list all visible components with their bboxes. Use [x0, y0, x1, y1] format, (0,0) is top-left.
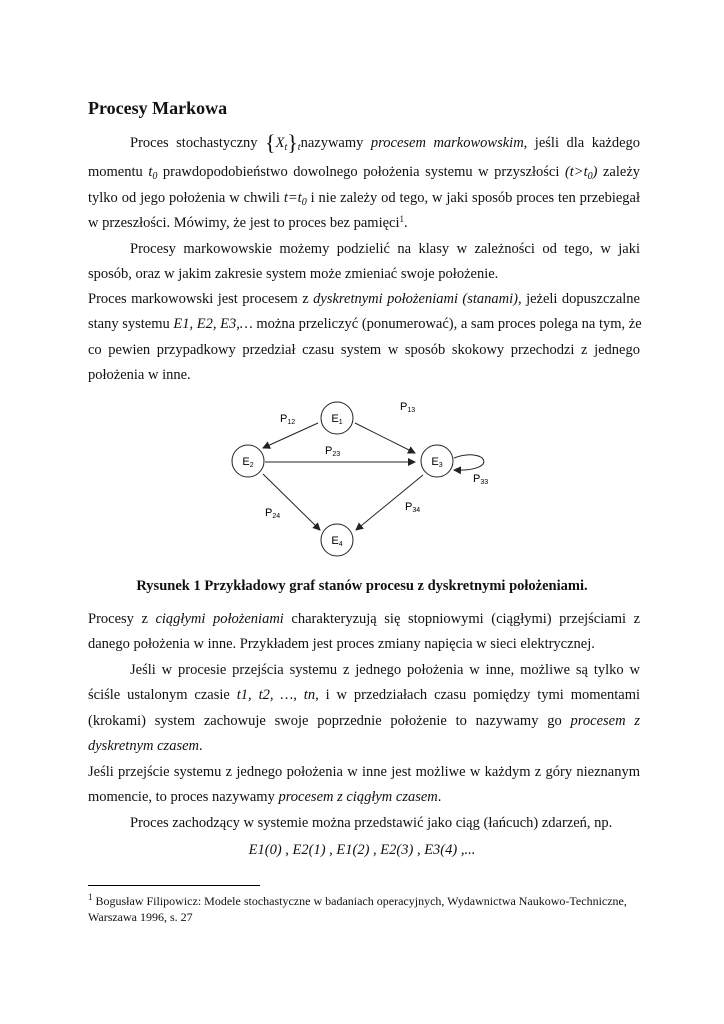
paragraph-3-line-2: stany systemu E1, E2, E3,… można przeliczyć (ponumerować), a sam proces polega na tym, że — [88, 316, 642, 332]
footnote-mark: 1 — [88, 892, 93, 902]
footnote-line-2: Warszawa 1996, s. 27 — [88, 910, 193, 924]
paragraph-5-line-3: (krokami) system zachowuje swoje poprzednie położenie to nazywamy go procesem z — [88, 713, 641, 729]
paragraph-6-line-2: momencie, to proces nazywamy procesem z ciągłym czasem. — [88, 789, 442, 805]
label-p12: P12 — [280, 413, 296, 426]
paragraph-5-line-2: ściśle ustalonym czasie t1, t2, …, tn, i w przedziałach czasu pomiędzy tymi momentami — [88, 687, 641, 703]
edge-e3-e4 — [356, 475, 423, 530]
process-symbol: $\{X_t\}_t$ — [265, 130, 301, 155]
label-p23: P23 — [325, 445, 341, 458]
paragraph-4-line-1: Procesy z ciągłymi położeniami charakteryzują się stopniowymi (ciągłymi) przejściami z — [88, 611, 641, 627]
paragraph-5-line-1: Jeśli w procesie przejścia systemu z jednego położenia w inne, możliwe są tylko w — [130, 662, 640, 678]
footnote-ref[interactable]: 1 — [399, 214, 405, 224]
paragraph-1-line-3: tylko od jego położenia w chwili $t=t_0$ i nie zależy od tego, w jaki sposób proces ten przebiegał — [88, 190, 641, 208]
label-p34: P34 — [405, 501, 421, 514]
paragraph-5-line-4: dyskretnym czasem. — [88, 738, 203, 754]
label-p24: P24 — [265, 507, 281, 520]
svg-text:E2: E2 — [242, 456, 254, 469]
svg-text:E1: E1 — [331, 413, 343, 426]
edge-e1-e2 — [263, 423, 318, 448]
state-graph-diagram — [225, 390, 495, 562]
paragraph-4-line-2: danego położenia w inne. Przykładem jest proces zmiany napięcia w sieci elektrycznej. — [88, 636, 595, 652]
node-e2 — [232, 445, 264, 477]
paragraph-6-line-1: Jeśli przejście systemu z jednego położenia w inne jest możliwe w każdym z góry nieznanym — [88, 764, 640, 780]
paragraph-2-line-2: sposób, oraz w jakim zakresie system może zmieniać swoje położenie. — [88, 266, 499, 282]
page-title: Procesy Markowa — [88, 98, 228, 118]
paragraph-1-line-2: momentu $t_0$ prawdopodobieństwo dowolnego położenia systemu w przyszłości $(t>t_0)$ zależy — [88, 164, 641, 182]
label-p13: P13 — [400, 401, 416, 414]
node-e1 — [321, 402, 353, 434]
footnote-separator — [88, 885, 260, 886]
svg-text:E4: E4 — [331, 535, 343, 548]
paragraph-1-line-4: w przeszłości. Mówimy, że jest to proces bez pamięci$^1$. — [88, 214, 408, 231]
paragraph-3-line-1: Proces markowowski jest procesem z dyskretnymi położeniami (stanami), jeżeli dopuszczalne — [88, 291, 640, 307]
figure-caption: Rysunek 1 Przykładowy graf stanów procesu z dyskretnymi położeniami. — [136, 578, 588, 594]
svg-text:E3: E3 — [431, 456, 443, 469]
paragraph-1-line-1: Proces stochastyczny $\{X_t\}_tnazywamy$ procesem markowowskim, jeśli dla każdego — [130, 130, 641, 155]
node-e3 — [421, 445, 453, 477]
paragraph-2-line-1: Procesy markowowskie możemy podzielić na klasy w zależności od tego, w jaki — [130, 241, 640, 257]
node-e4 — [321, 524, 353, 556]
paragraph-7-line-1: Proces zachodzący w systemie można przedstawić jako ciąg (łańcuch) zdarzeń, np. — [130, 815, 613, 831]
edge-e1-e3 — [355, 423, 415, 453]
edge-e3-self — [454, 455, 484, 470]
label-p33: P33 — [473, 473, 489, 486]
paragraph-3-line-3: co pewien przypadkowy przedział czasu system w sposób skokowy przechodzi z jednego — [88, 342, 640, 358]
edge-e2-e4 — [263, 474, 320, 530]
footnote-line-1: $^1$ Bogusław Filipowicz: Modele stochastyczne w badaniach operacyjnych, Wydawnictwa Naukowo-Techniczne, — [88, 892, 627, 908]
paragraph-3-line-4: położenia w inne. — [88, 367, 191, 383]
event-chain-formula: E1(0) , E2(1) , E1(2) , E2(3) , E3(4) ,... — [248, 842, 476, 858]
